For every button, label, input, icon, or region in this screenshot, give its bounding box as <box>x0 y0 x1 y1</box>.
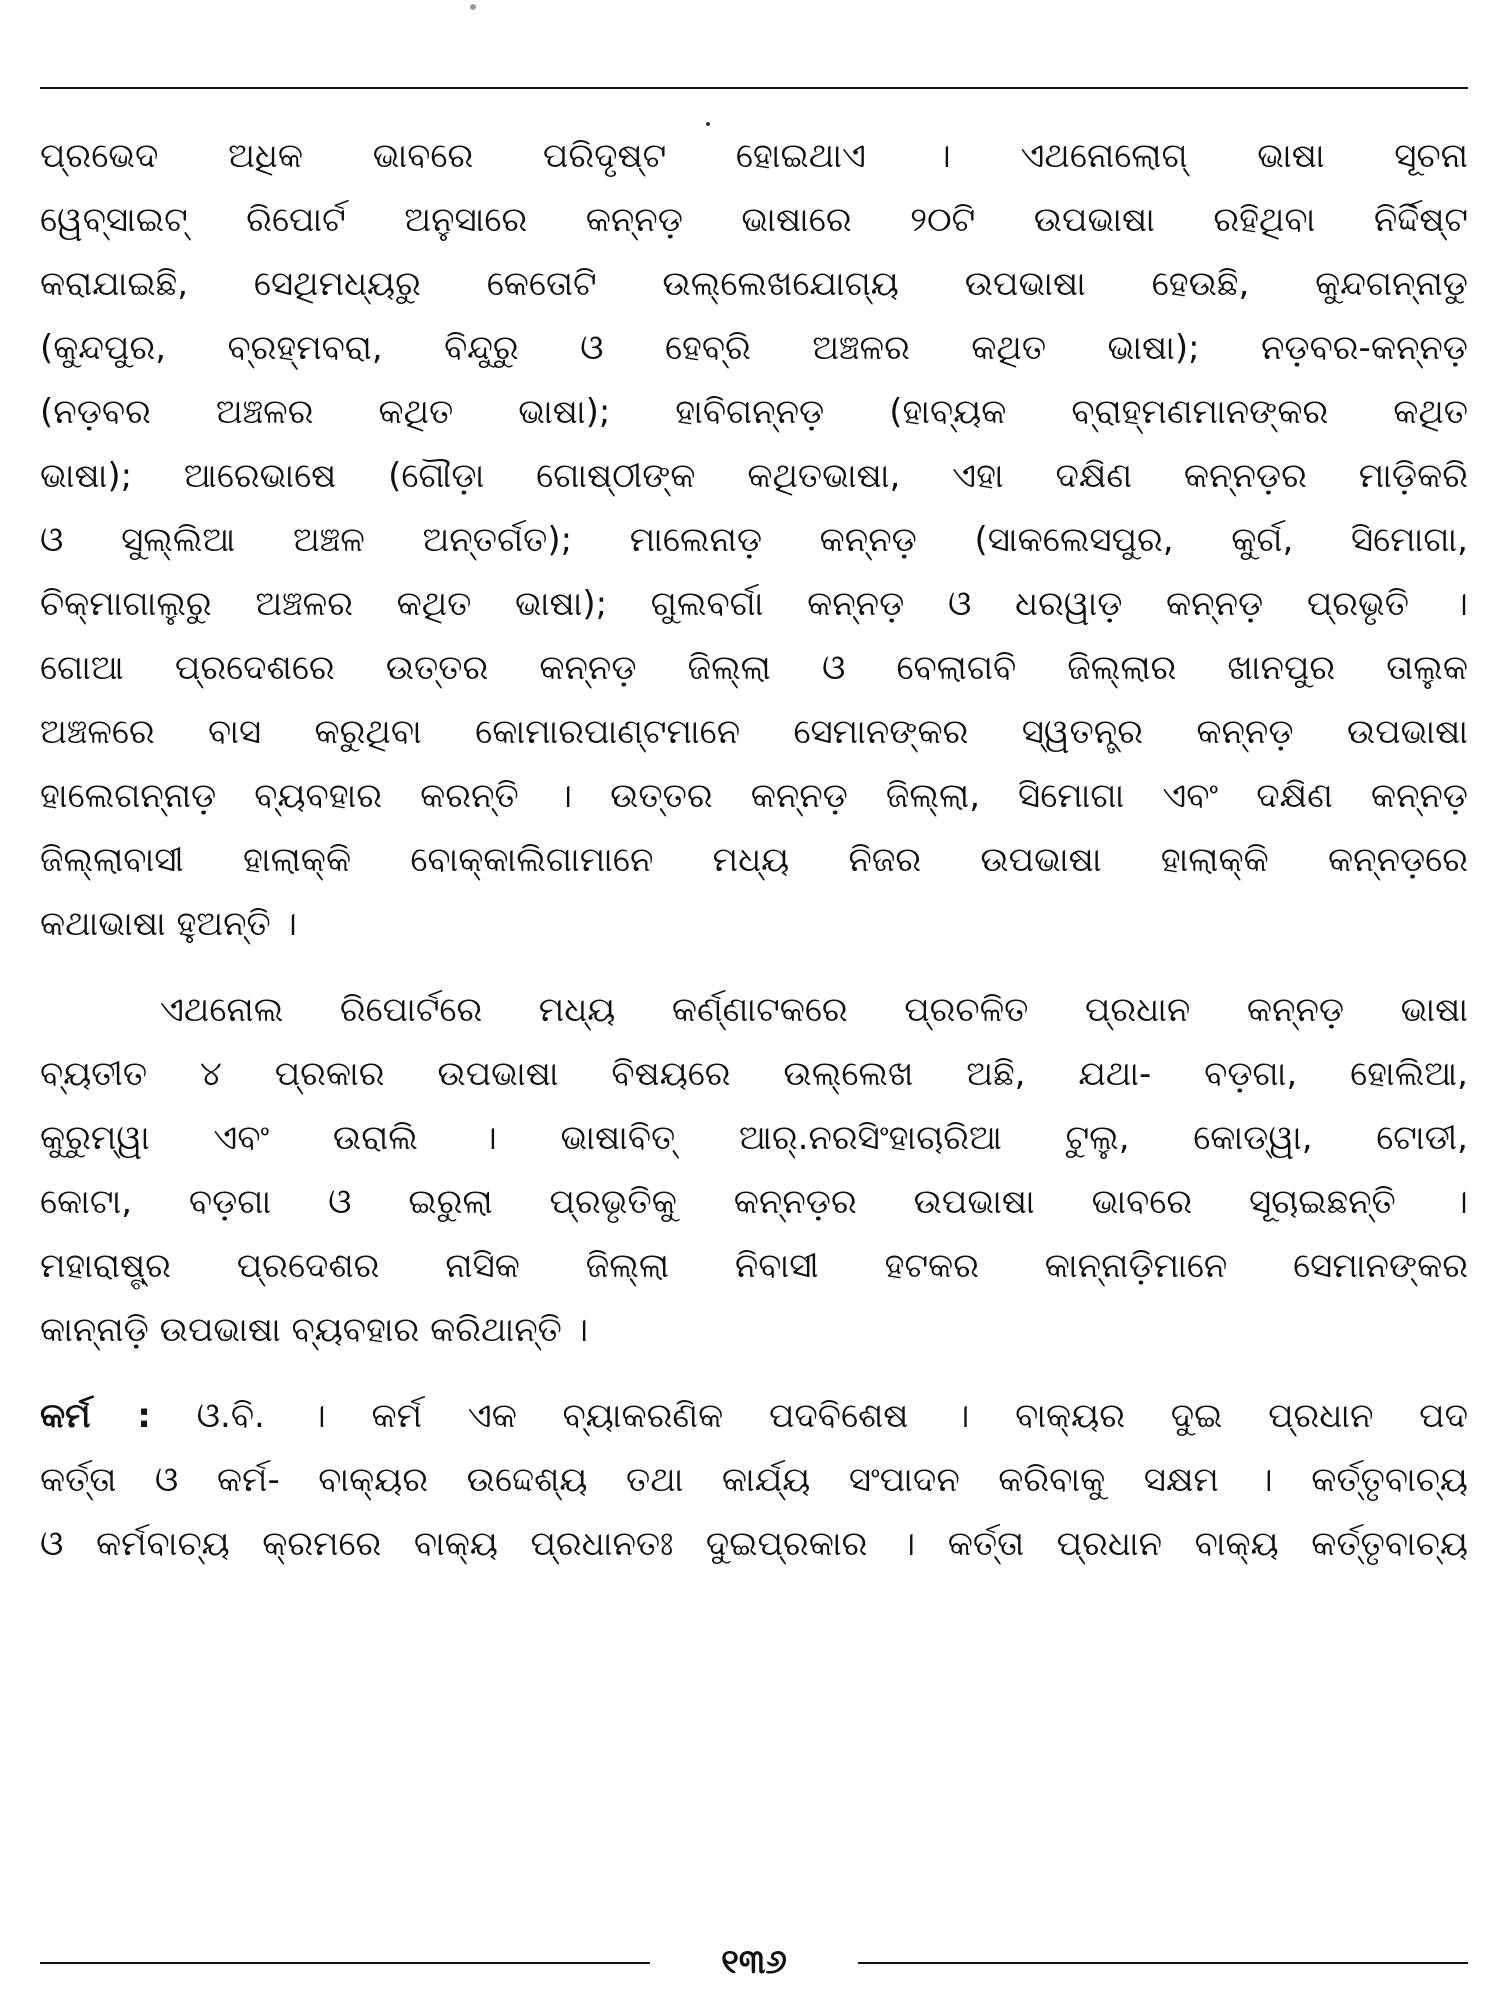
text-line: ଜିଲ୍ଲାବାସୀ ହାଲାକ୍କି ବୋକ୍କାଲିଗାମାନେ ମଧ୍ୟ ନିଜର ଉପଭାଷା ହାଲାକ୍କି କନ୍ନଡ଼ରେ <box>40 840 1468 880</box>
text-line: କର୍ତ୍ତା ଓ କର୍ମ- ବାକ୍ୟର ଉଦ୍ଦେଶ୍ୟ ତଥା କାର୍ଯ୍ୟ ସଂପାଦନ କରିବାକୁ ସକ୍ଷମ । କର୍ତ୍ତୃବାଚ୍ୟ <box>40 1460 1468 1500</box>
page-number: ୧୩୬ <box>721 1942 787 1982</box>
text-line: ଅଞ୍ଚଳରେ ବାସ କରୁଥିବା କୋମାରପାଣ୍ଟମାନେ ସେମାନଙ୍କର ସ୍ୱତନ୍ତ୍ର କନ୍ନଡ଼ ଉପଭାଷା <box>40 712 1468 752</box>
footer-rule-right <box>858 1962 1468 1964</box>
body-text <box>40 124 1468 1576</box>
scan-speck <box>470 4 476 10</box>
text-line: ଓ.ବି. । କର୍ମ ଏକ ବ୍ୟାକରଣିକ ପଦବିଶେଷ । ବାକ୍ୟର ଦୁଇ ପ୍ରଧାନ ପଦ <box>196 1396 1468 1436</box>
text-line: କଥାଭାଷା ହୁଅନ୍ତି । <box>40 904 297 944</box>
text-line: କୋଟା, ବଡ଼ଗା ଓ ଇରୁଲା ପ୍ରଭୃତିକୁ କନ୍ନଡ଼ର ଉପଭାଷା ଭାବରେ ସୂଚାଇଛନ୍ତି । <box>40 1182 1468 1222</box>
text-line: (କୁନ୍ଦପୁର, ବ୍ରହ୍ମବରା, ବିନ୍ଦୁରୁ ଓ ହେବ୍ରି ଅଞ୍ଚଳର କଥିତ ଭାଷା); ନଡ଼ବର-କନ୍ନଡ଼ <box>40 328 1468 368</box>
entry-first-line <box>40 1384 1468 1448</box>
text-line: କୁରୁମ୍ୱା ଏବଂ ଉରାଲି । ଭାଷାବିତ୍ ଆର୍.ନରସିଂହାଚାରିଆ ଟୁଲୁ, କୋଡ୍ୱା, ଟୋଡୀ, <box>40 1118 1468 1158</box>
text-line: ଓ ସୁଲ୍ଲିଆ ଅଞ୍ଚଳ ଅନ୍ତର୍ଗତ); ମାଲେନାଡ଼ କନ୍ନଡ଼ (ସାକଲେସପୁର, କୁର୍ଗ, ସିମୋଗା, <box>40 520 1468 560</box>
text-line: ୱେବ୍‌ସାଇଟ୍ ରିପୋର୍ଟ ଅନୁସାରେ କନ୍ନଡ଼ ଭାଷାରେ ୨୦ଟି ଉପଭାଷା ରହିଥିବା ନିର୍ଦ୍ଦିଷ୍ଟ <box>40 200 1468 240</box>
text-line: ଏଥନୋଲ ରିପୋର୍ଟରେ ମଧ୍ୟ କର୍ଣ୍ଣାଟକରେ ପ୍ରଚଳିତ ପ୍ରଧାନ କନ୍ନଡ଼ ଭାଷା <box>160 990 1468 1030</box>
text-line: ଭାଷା); ଆରେଭାଷେ (ଗୌଡ଼ା ଗୋଷ୍ଠୀଙ୍କ କଥିତଭାଷା, ଏହା ଦକ୍ଷିଣ କନ୍ନଡ଼ର ମାଡ଼ିକରି <box>40 456 1468 496</box>
header-rule <box>40 87 1468 89</box>
text-line: ଗୋଆ ପ୍ରଦେଶରେ ଉତ୍ତର କନ୍ନଡ଼ ଜିଲ୍ଲା ଓ ବେଲାଗବି ଜିଲ୍ଲାର ଖାନପୁର ତାଲୁକ <box>40 648 1468 688</box>
text-line: ଓ କର୍ମବାଚ୍ୟ କ୍ରମରେ ବାକ୍ୟ ପ୍ରଧାନତଃ ଦୁଇପ୍ରକାର । କର୍ତ୍ତା ପ୍ରଧାନ ବାକ୍ୟ କର୍ତ୍ତୃବାଚ୍ୟ <box>40 1524 1468 1564</box>
text-line: ଚିକ୍‌ମାଗାଲୁରୁ ଅଞ୍ଚଳର କଥିତ ଭାଷା); ଗୁଲବର୍ଗା କନ୍ନଡ଼ ଓ ଧରୱାଡ଼ କନ୍ନଡ଼ ପ୍ରଭୃତି । <box>40 584 1468 624</box>
text-line: ପ୍ରଭେଦ ଅଧିକ ଭାବରେ ପରିଦୃଷ୍ଟ ହୋଇଥାଏ । ଏଥନୋଲୋଗ୍ ଭାଷା ସୂଚନା <box>40 136 1468 176</box>
text-line: ହାଲେଗନ୍ନାଡ଼ ବ୍ୟବହାର କରନ୍ତି । ଉତ୍ତର କନ୍ନଡ଼ ଜିଲ୍ଲା, ସିମୋଗା ଏବଂ ଦକ୍ଷିଣ କନ୍ନଡ଼ <box>40 776 1468 816</box>
text-line: (ନଡ଼ବର ଅଞ୍ଚଳର କଥିତ ଭାଷା); ହାବିଗନ୍ନଡ଼ (ହାବ୍ୟକ ବ୍ରାହ୍ମଣମାନଙ୍କର କଥିତ <box>40 392 1468 432</box>
text-line: କରାଯାଇଛି, ସେଥିମଧ୍ୟରୁ କେତୋଟି ଉଲ୍ଲେଖଯୋଗ୍ୟ ଉପଭାଷା ହେଉଛି, କୁନ୍ଦଗନ୍ନାଡୁ <box>40 264 1468 304</box>
text-line: ମହାରାଷ୍ଟ୍ର ପ୍ରଦେଶର ନାସିକ ଜିଲ୍ଲା ନିବାସୀ ହଟକର କାନ୍ନାଡ଼ିମାନେ ସେମାନଙ୍କର <box>40 1246 1468 1286</box>
entry-term: କର୍ମ : <box>40 1396 151 1436</box>
text-line: ବ୍ୟତୀତ ୪ ପ୍ରକାର ଉପଭାଷା ବିଷୟରେ ଉଲ୍ଲେଖ ଅଛି, ଯଥା- ବଡ଼ଗା, ହୋଲିଆ, <box>40 1054 1468 1094</box>
page-footer <box>40 1942 1468 1982</box>
text-line: କାନ୍ନାଡ଼ି ଉପଭାଷା ବ୍ୟବହାର କରିଥାନ୍ତି । <box>40 1310 588 1350</box>
